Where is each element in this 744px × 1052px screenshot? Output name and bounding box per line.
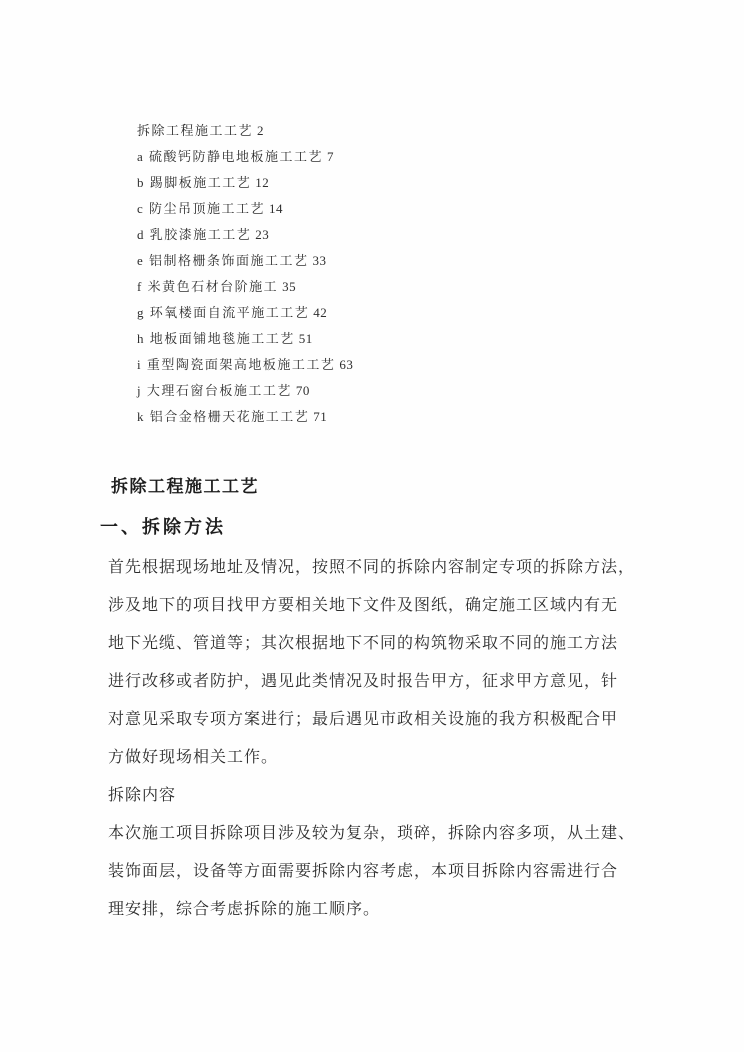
toc-entry-label: i 重型陶瓷面架高地板施工工艺 (137, 357, 336, 372)
toc-entry (137, 222, 353, 248)
paragraph-line: 本次施工项目拆除项目涉及较为复杂，琐碎，拆除内容多项，从土建、 (108, 825, 636, 842)
toc-entry (137, 378, 353, 404)
toc-entry-page: 71 (313, 409, 328, 424)
toc-entry-label: f 米黄色石材台阶施工 (137, 279, 279, 294)
toc-entry-page: 12 (255, 175, 270, 190)
toc-entry-page: 51 (298, 331, 313, 346)
paragraph-line: 理安排，综合考虑拆除的施工顺序。 (108, 901, 381, 918)
toc-entry-page: 42 (313, 305, 328, 320)
subheading: 拆除内容 (108, 787, 177, 804)
toc-entry-label: e 铝制格栅条饰面施工工艺 (137, 253, 309, 268)
toc-entry (137, 170, 353, 196)
toc-entry-page: 63 (339, 357, 354, 372)
toc-entry-label: j 大理石窗台板施工工艺 (137, 383, 292, 398)
toc-entry (137, 196, 353, 222)
toc-entry-label: c 防尘吊顶施工工艺 (137, 201, 266, 216)
body-text (108, 549, 668, 929)
toc-entry-label: g 环氧楼面自流平施工工艺 (137, 305, 310, 320)
paragraph-line: 首先根据现场地址及情况，按照不同的拆除内容制定专项的拆除方法， (108, 559, 636, 576)
toc-entry-page: 33 (312, 253, 327, 268)
toc-entry (137, 118, 353, 144)
toc-entry (137, 274, 353, 300)
toc-entry-page: 35 (282, 279, 297, 294)
toc-entry-label: a 硫酸钙防静电地板施工工艺 (137, 149, 324, 164)
paragraph-line: 方做好现场相关工作。 (108, 749, 279, 766)
toc-entry-page: 7 (327, 149, 335, 164)
toc-entry-page: 14 (269, 201, 284, 216)
toc-entry-page: 70 (295, 383, 310, 398)
toc-entry (137, 248, 353, 274)
paragraph-line: 地下光缆、管道等；其次根据地下不同的构筑物采取不同的施工方法 (108, 635, 619, 652)
toc-entry-label: b 踢脚板施工工艺 (137, 175, 252, 190)
toc-entry-label: k 铝合金格栅天花施工工艺 (137, 409, 310, 424)
paragraph-line: 进行改移或者防护，遇见此类情况及时报告甲方，征求甲方意见，针 (108, 673, 619, 690)
toc-entry-label: h 地板面铺地毯施工工艺 (137, 331, 295, 346)
table-of-contents (137, 118, 353, 430)
document-title: 拆除工程施工工艺 (111, 477, 259, 496)
toc-entry-label: d 乳胶漆施工工艺 (137, 227, 252, 242)
toc-entry-label: 拆除工程施工工艺 (137, 123, 254, 138)
paragraph-line: 装饰面层，设备等方面需要拆除内容考虑，本项目拆除内容需进行合 (108, 863, 619, 880)
toc-entry (137, 300, 353, 326)
toc-entry (137, 404, 353, 430)
toc-entry-page: 2 (257, 123, 265, 138)
paragraph-line: 对意见采取专项方案进行；最后遇见市政相关设施的我方积极配合甲 (108, 711, 619, 728)
toc-entry-page: 23 (255, 227, 270, 242)
toc-entry (137, 144, 353, 170)
toc-entry (137, 326, 353, 352)
toc-entry (137, 352, 353, 378)
section-heading: 一、拆除方法 (100, 517, 226, 537)
paragraph-line: 涉及地下的项目找甲方要相关地下文件及图纸，确定施工区域内有无 (108, 597, 619, 614)
